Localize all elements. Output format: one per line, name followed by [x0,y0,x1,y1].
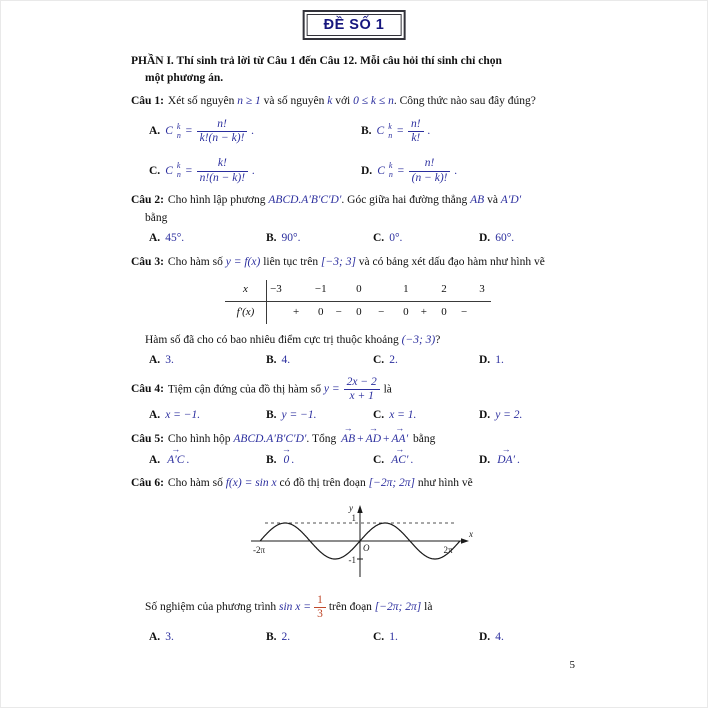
vector-aa-prime: → AA′ [392,431,409,448]
option-label: A. [149,354,161,367]
question-5-suffix: bằng [410,433,436,446]
instructions-line-1: PHẦN I. Thí sinh trả lời từ Câu 1 đến Câu 12. Mỗi câu hỏi thí sinh chỉ chọn [131,55,502,67]
sign: 0 [356,305,362,318]
math-text: [−2π; 2π] [374,601,422,614]
instructions-line-2: một phương án. [145,71,224,84]
q1-option-c [149,157,361,184]
plain-text: ? [435,333,441,346]
table-row-fprime [225,302,491,324]
option-label: C. [373,409,385,422]
plain-text: và số nguyên [260,95,328,108]
sign: 0 [403,305,409,318]
period: . [454,164,458,177]
superscript: k [176,161,181,171]
q5-option-a [149,452,266,469]
numerator: 1 [314,594,326,608]
sup-sub [177,123,181,141]
option-label: D. [479,409,491,422]
option-value: 3. [165,354,174,367]
query-prefix [145,599,311,616]
plain-text: trên đoạn [328,601,375,614]
period: . [251,125,255,138]
option-label: C. [373,631,385,644]
option-label: A. [149,453,161,466]
numerator: n! [197,118,248,132]
option-label: D. [479,354,491,367]
question-3-body [168,256,545,268]
question-4-label: Câu 4: [131,383,164,396]
q1-option-a [149,118,361,145]
left-bound-label: -2π [252,545,266,556]
math-text: sin x = [279,601,312,614]
option-label: D. [479,232,491,245]
plain-text: là [421,601,433,614]
math-text: k [327,95,333,108]
plain-text: liên tục trên [260,255,321,268]
q6-option-c [373,629,479,646]
math-text: n ≥ 1 [237,95,261,108]
option-label: B. [266,232,277,245]
question-4-options [131,407,601,424]
option-value: y = 2. [495,409,523,422]
option-label: B. [266,631,277,644]
q2-option-b [266,230,373,247]
option-value: x = 1. [389,409,417,422]
question-2 [131,192,601,247]
q5-option-d [479,452,601,469]
question-5-prefix [168,433,339,445]
formula-binomial [165,118,254,145]
sign: + [420,305,427,318]
math-text: ABCD.A′B′C′D′ [233,433,307,446]
option-label: B. [266,453,277,466]
question-6-label: Câu 6: [131,477,164,490]
period: . [252,164,255,177]
period: . [517,453,520,466]
plain-text: Xét số nguyên [167,95,238,108]
period: . [291,453,295,466]
question-3-options [131,352,601,369]
vector-ad: → AD [366,431,381,448]
question-3 [131,254,601,369]
q6-option-d [479,629,601,646]
x-value: 1 [403,283,409,296]
fraction [197,157,248,184]
period: . [186,453,190,466]
vector-ab: → AB [341,431,355,448]
equals-sign: = [396,164,405,177]
option-label: D. [361,164,373,177]
equals-sign: = [396,125,404,138]
symbol-c: C [165,125,173,138]
plain-text: . Tổng [306,433,340,446]
origin-label: O [363,543,370,554]
lhs: y = [323,383,340,396]
min-label: -1 [348,555,356,566]
denominator: n!(n − k)! [199,171,246,184]
plain-text: như hình vẽ [415,477,473,490]
plain-text: Cho hàm số [167,477,226,490]
question-4-suffix: là [380,383,392,396]
question-5-text [131,431,601,448]
option-value: 2. [281,631,291,644]
q2-option-c [373,230,479,247]
sign: 0 [318,305,324,318]
option-value: 1. [389,631,398,644]
sup-sub [389,162,393,180]
q6-option-b [266,629,373,646]
math-text: y = f(x) [225,255,261,268]
option-value: x = −1. [165,409,201,422]
math-text: AB [470,193,485,206]
x-header: x [225,280,267,301]
math-text: A′D′ [500,193,522,206]
option-value: 3. [165,631,174,644]
math-text: 0 ≤ k ≤ n [353,95,394,108]
fraction [344,376,380,403]
plain-text: Cho hình hộp [167,433,234,446]
x-axis-label: x [469,529,473,540]
plain-text: Số nghiệm của phương trình [145,601,280,614]
question-1-options [131,118,601,185]
option-value: 0°. [389,232,403,245]
option-label: B. [266,354,277,367]
question-6-text [131,475,601,492]
denominator: x + 1 [349,390,374,403]
option-value: y = −1. [281,409,317,422]
plain-text: Hàm số đã cho có bao nhiêu điểm cực trị thuộc khoảng [145,333,402,346]
q3-option-b [266,352,373,369]
right-bound-label: 2π [443,545,453,556]
q3-option-a [149,352,266,369]
q3-option-d [479,352,601,369]
option-label: A. [149,631,161,644]
math-text: (−3; 3) [401,333,436,346]
max-label: 1 [351,513,356,524]
plus-sign: + [383,433,390,446]
plain-text: . Công thức nào sau đây đúng? [393,95,536,108]
math-text: ABCD.A′B′C′D′ [268,193,342,206]
q4-option-d [479,407,601,424]
question-1-label: Câu 1: [131,95,164,108]
option-value: 90°. [281,232,301,245]
question-6 [131,475,601,645]
query-suffix [329,599,433,616]
sup-sub [177,162,181,180]
denominator: (n − k)! [411,171,448,184]
symbol-c: C [376,125,385,138]
sup-sub [388,123,392,141]
q1-option-b [361,118,601,145]
plain-text: Cho hình lập phương [167,193,269,206]
superscript: k [388,121,392,131]
subscript: n [176,170,181,180]
x-values [267,280,491,301]
question-2-label: Câu 2: [131,193,164,206]
math-text: [−2π; 2π] [368,477,416,490]
option-label: C. [373,232,385,245]
math-text: [−3; 3] [321,255,356,268]
exam-title-box [303,10,406,40]
denominator: k!(n − k)! [199,132,245,145]
sign: − [461,305,468,318]
question-3-label: Câu 3: [131,255,164,268]
x-axis-arrow [461,538,469,543]
sign: 0 [441,305,447,318]
question-6-query [131,594,601,621]
fraction [408,118,424,145]
superscript: k [176,121,181,131]
q5-option-c [373,452,479,469]
sign-values [267,302,491,324]
exam-content [131,53,601,653]
x-value: 3 [479,283,485,296]
subscript: n [388,170,393,180]
vector-value: → A′C [167,452,184,469]
numerator: k! [197,157,248,171]
option-label: C. [373,354,385,367]
q4-option-b [266,407,373,424]
q3-option-c [373,352,479,369]
plain-text: . Góc giữa hai đường thẳng [341,193,471,206]
question-2-options [131,230,601,247]
period: . [410,453,414,466]
denominator: k! [411,132,421,145]
function-fraction [324,376,381,403]
fraction [197,118,248,145]
q5-option-b [266,452,373,469]
plain-text: Cho hàm số [167,255,226,268]
question-4 [131,376,601,424]
q2-option-d [479,230,601,247]
vector-value: → 0 [284,452,290,469]
question-2-body [168,194,521,206]
option-value: 4. [495,631,504,644]
denominator: 3 [317,607,323,620]
equals-sign: = [184,164,193,177]
option-label: B. [361,125,372,138]
question-1-text [131,93,601,110]
option-label: A. [149,409,161,422]
question-3-query [131,332,601,349]
question-6-body [168,477,473,489]
plain-text: và có bảng xét dấu đạo hàm như hình vẽ [355,255,545,268]
x-value: 2 [441,283,447,296]
option-value: 4. [281,354,291,367]
option-label: A. [149,232,161,245]
option-label: D. [479,631,491,644]
subscript: n [388,130,393,140]
fprime-header: f′(x) [225,302,267,324]
q6-option-a [149,629,266,646]
table-row-x [225,280,491,302]
option-label: A. [149,125,161,138]
q4-option-c [373,407,479,424]
fraction [409,157,451,184]
question-4-prefix: Tiệm cận đứng của đồ thị hàm số [167,383,324,396]
option-value: 1. [495,354,504,367]
symbol-c: C [165,164,173,177]
question-1 [131,93,601,185]
sign: − [335,305,342,318]
exam-title: ĐỀ SỐ 1 [307,14,402,36]
q1-option-d [361,157,601,184]
part-1-instructions [131,53,601,86]
q2-option-a [149,230,266,247]
question-5-label: Câu 5: [131,433,164,446]
option-label: C. [149,164,161,177]
option-value: 60°. [495,232,515,245]
sine-graph-figure [243,499,601,589]
symbol-c: C [377,164,385,177]
question-1-body [168,95,536,107]
x-value: −1 [314,283,327,296]
question-2-continuation: bằng [145,211,168,224]
period: . [427,125,431,138]
option-label: C. [373,453,385,466]
superscript: k [388,161,393,171]
subscript: n [176,130,181,140]
plain-text: và [484,193,501,206]
y-axis-label: y [349,503,353,514]
page-number: 5 [569,659,575,671]
fraction-one-third [314,594,326,621]
option-label: D. [479,453,491,466]
option-value: 2. [389,354,398,367]
y-axis-arrow [357,505,362,513]
x-value: 0 [356,283,362,296]
sine-graph [243,499,477,583]
question-6-options [131,629,601,646]
numerator: 2x − 2 [344,376,380,390]
option-label: B. [266,409,277,422]
formula-binomial [377,118,431,145]
plus-sign: + [357,433,364,446]
numerator: n! [408,118,424,132]
question-5 [131,431,601,468]
q4-option-a [149,407,266,424]
question-2-text [131,192,601,209]
plain-text: có đồ thị trên đoạn [276,477,369,490]
numerator: n! [409,157,451,171]
equals-sign: = [184,125,193,138]
sign: − [378,305,385,318]
formula-binomial [165,157,255,184]
option-value: 45°. [165,232,185,245]
question-3-text [131,254,601,271]
derivative-sign-table [225,280,491,324]
math-text: f(x) = sin x [225,477,277,490]
vector-value: → AC′ [391,452,408,469]
formula-binomial [377,157,457,184]
sign: + [293,305,300,318]
vector-value: → DA′ [497,452,515,469]
question-4-text [131,376,601,403]
plain-text: với [332,95,354,108]
question-5-options [131,452,601,469]
x-value: −3 [270,283,282,296]
